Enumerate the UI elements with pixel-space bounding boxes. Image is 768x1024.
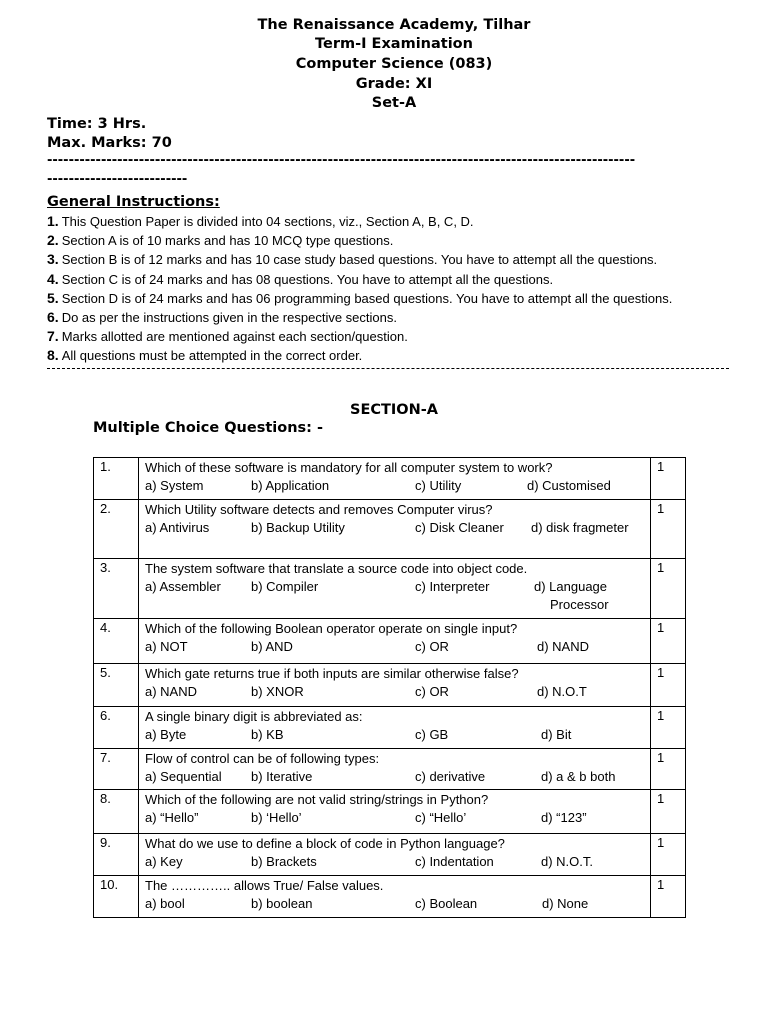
- option-d: d) N.O.T: [537, 684, 587, 699]
- options-row: [145, 853, 644, 871]
- option-a: a) System: [145, 478, 204, 493]
- instruction-item: [47, 289, 672, 308]
- option-a: a) Key: [145, 854, 183, 869]
- question-cell: [139, 559, 651, 619]
- question-marks: 1: [651, 749, 686, 790]
- question-number: 7.: [94, 749, 139, 790]
- question-marks: 1: [651, 790, 686, 834]
- options-row: [145, 895, 644, 913]
- option-d: d) Customised: [527, 478, 611, 493]
- question-number: 3.: [94, 559, 139, 619]
- option-c: c) “Hello’: [415, 810, 467, 825]
- option-d: d) Language: [534, 579, 608, 594]
- options-row: [145, 683, 644, 701]
- question-row: [94, 458, 686, 500]
- questions-table: [93, 457, 686, 918]
- option-c: c) Interpreter: [415, 579, 490, 594]
- option-a: a) NOT: [145, 639, 188, 654]
- question-marks: 1: [651, 876, 686, 918]
- option-d: d) NAND: [537, 639, 590, 654]
- options-row: [145, 809, 644, 827]
- instruction-number: 5.: [47, 290, 59, 306]
- question-cell: [139, 749, 651, 790]
- option-d: d) a & b both: [541, 769, 616, 784]
- question-row: [94, 790, 686, 834]
- question-row: [94, 834, 686, 876]
- instruction-text: Marks allotted are mentioned against each section/question.: [61, 329, 408, 344]
- instruction-text: Section C is of 24 marks and has 08 questions. You have to attempt all the questions.: [61, 272, 554, 287]
- instruction-item: [47, 270, 553, 289]
- instruction-number: 6.: [47, 309, 59, 325]
- instruction-item: [47, 231, 393, 250]
- option-c: c) Indentation: [415, 854, 494, 869]
- option-d-continued: Processor: [550, 597, 609, 612]
- general-instructions-title: General Instructions:: [47, 194, 220, 210]
- question-row: [94, 707, 686, 749]
- question-row: [94, 500, 686, 559]
- question-text: Which of the following are not valid string/strings in Python?: [145, 792, 489, 807]
- question-row: [94, 664, 686, 707]
- instruction-text: All questions must be attempted in the correct order.: [61, 348, 363, 363]
- option-d: d) “123”: [541, 810, 587, 825]
- question-marks: 1: [651, 500, 686, 559]
- question-marks: 1: [651, 619, 686, 664]
- question-number: 8.: [94, 790, 139, 834]
- time-label: Time: 3 Hrs.: [47, 116, 147, 132]
- option-c: c) OR: [415, 684, 449, 699]
- question-text: Which Utility software detects and removes Computer virus?: [145, 502, 493, 517]
- option-a: a) bool: [145, 896, 185, 911]
- option-c: c) Boolean: [415, 896, 478, 911]
- instruction-text: Section D is of 24 marks and has 06 programming based questions. You have to attempt all the questions.: [61, 291, 673, 306]
- question-text: Flow of control can be of following types:: [145, 751, 380, 766]
- question-text: Which of the following Boolean operator operate on single input?: [145, 621, 518, 636]
- options-row: [145, 638, 644, 656]
- option-c: c) OR: [415, 639, 449, 654]
- option-d: d) N.O.T.: [541, 854, 594, 869]
- question-marks: 1: [651, 559, 686, 619]
- question-number: 9.: [94, 834, 139, 876]
- option-d: d) disk fragmeter: [531, 520, 629, 535]
- question-row: [94, 876, 686, 918]
- options-row: [145, 726, 644, 744]
- option-c: c) Utility: [415, 478, 462, 493]
- option-b: b) XNOR: [251, 684, 304, 699]
- question-marks: 1: [651, 707, 686, 749]
- instruction-item: [47, 327, 408, 346]
- instruction-number: 1.: [47, 213, 59, 229]
- school-name: The Renaissance Academy, Tilhar: [257, 17, 531, 33]
- question-cell: [139, 834, 651, 876]
- instruction-item: [47, 250, 657, 269]
- question-marks: 1: [651, 834, 686, 876]
- section-title: SECTION-A: [350, 402, 438, 418]
- instruction-item: [47, 308, 397, 327]
- question-text: What do we use to define a block of code in Python language?: [145, 836, 505, 851]
- option-b: b) Backup Utility: [251, 520, 345, 535]
- option-b: b) Compiler: [251, 579, 319, 594]
- option-b: b) Application: [251, 478, 330, 493]
- instruction-text: Section A is of 10 marks and has 10 MCQ type questions.: [61, 233, 394, 248]
- question-row: [94, 559, 686, 619]
- instruction-number: 2.: [47, 232, 59, 248]
- option-a: a) Assembler: [145, 579, 221, 594]
- instruction-item: [47, 346, 362, 365]
- option-c: c) Disk Cleaner: [415, 520, 504, 535]
- question-number: 10.: [94, 876, 139, 918]
- option-d: d) Bit: [541, 727, 572, 742]
- instruction-number: 7.: [47, 328, 59, 344]
- option-c: c) GB: [415, 727, 449, 742]
- instruction-number: 8.: [47, 347, 59, 363]
- question-row: [94, 749, 686, 790]
- option-b: b) ‘Hello’: [251, 810, 302, 825]
- instruction-text: This Question Paper is divided into 04 sections, viz., Section A, B, C, D.: [61, 214, 474, 229]
- question-text: Which gate returns true if both inputs are similar otherwise false?: [145, 666, 519, 681]
- question-number: 4.: [94, 619, 139, 664]
- question-marks: 1: [651, 664, 686, 707]
- question-text: The system software that translate a source code into object code.: [145, 561, 528, 576]
- separator-line-continued: --------------------------: [47, 172, 188, 187]
- instruction-text: Section B is of 12 marks and has 10 case study based questions. You have to attempt all the questions.: [61, 252, 658, 267]
- option-b: b) Iterative: [251, 769, 313, 784]
- max-marks-label: Max. Marks: 70: [47, 135, 172, 151]
- option-a: a) Byte: [145, 727, 187, 742]
- option-b: b) AND: [251, 639, 293, 654]
- options-row: [145, 477, 644, 495]
- option-b: b) Brackets: [251, 854, 317, 869]
- separator-line: -------------------------------------------------------------------------------------------------------------: [47, 153, 636, 168]
- exam-name: Term-I Examination: [315, 36, 473, 52]
- instruction-number: 4.: [47, 271, 59, 287]
- option-a: a) “Hello”: [145, 810, 199, 825]
- question-cell: [139, 500, 651, 559]
- option-c: c) derivative: [415, 769, 486, 784]
- option-a: a) NAND: [145, 684, 198, 699]
- question-number: 1.: [94, 458, 139, 500]
- options-row-continued: [145, 596, 644, 614]
- question-cell: [139, 619, 651, 664]
- subject-name: Computer Science (083): [295, 56, 493, 72]
- instructions-divider: [47, 368, 729, 369]
- question-text: The ………….. allows True/ False values.: [145, 878, 384, 893]
- option-b: b) KB: [251, 727, 284, 742]
- question-cell: [139, 876, 651, 918]
- option-b: b) boolean: [251, 896, 313, 911]
- option-a: a) Sequential: [145, 769, 222, 784]
- option-d: d) None: [542, 896, 589, 911]
- question-cell: [139, 458, 651, 500]
- question-marks: 1: [651, 458, 686, 500]
- instruction-number: 3.: [47, 251, 59, 267]
- options-row: [145, 768, 644, 786]
- instruction-item: [47, 212, 474, 231]
- question-number: 6.: [94, 707, 139, 749]
- question-cell: [139, 707, 651, 749]
- question-cell: [139, 790, 651, 834]
- question-cell: [139, 664, 651, 707]
- question-row: [94, 619, 686, 664]
- question-text: A single binary digit is abbreviated as:: [145, 709, 363, 724]
- set-label: Set-A: [371, 95, 417, 111]
- section-subtitle: Multiple Choice Questions: -: [93, 420, 324, 436]
- option-a: a) Antivirus: [145, 520, 210, 535]
- instruction-text: Do as per the instructions given in the respective sections.: [61, 310, 397, 325]
- options-row: [145, 578, 644, 596]
- grade-label: Grade: XI: [355, 76, 433, 92]
- options-row: [145, 519, 644, 537]
- question-number: 2.: [94, 500, 139, 559]
- question-text: Which of these software is mandatory for all computer system to work?: [145, 460, 553, 475]
- question-number: 5.: [94, 664, 139, 707]
